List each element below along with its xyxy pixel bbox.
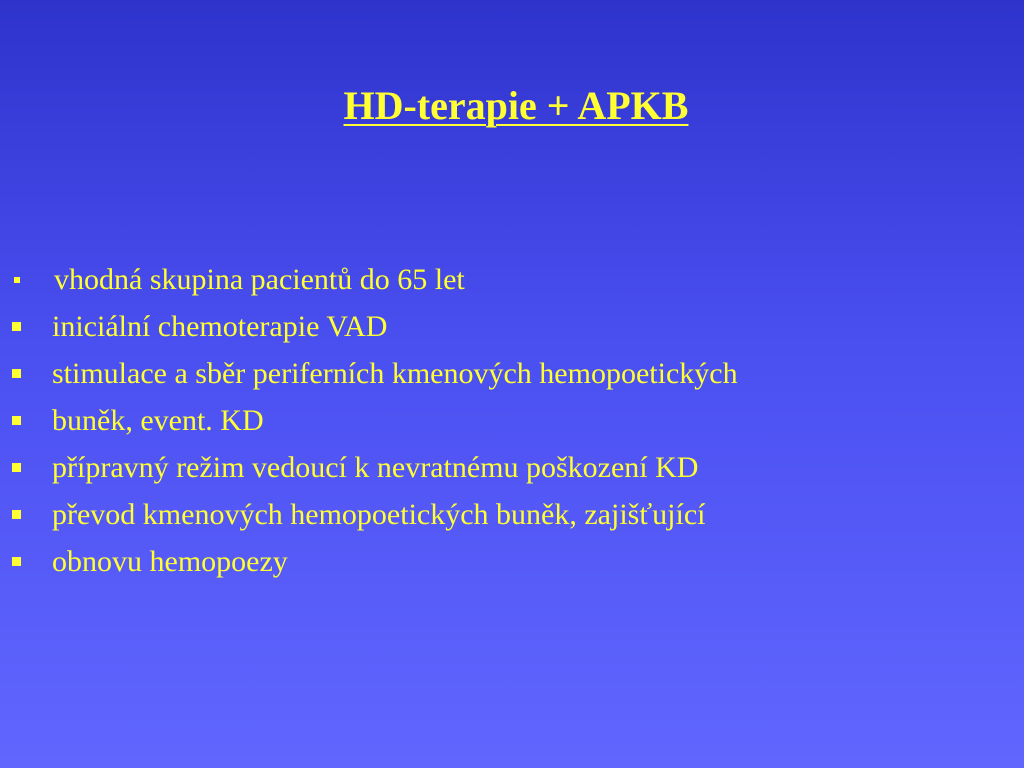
bullet-item [12, 256, 1012, 303]
square-bullet-icon [12, 416, 21, 425]
bullet-text: vhodná skupina pacientů do 65 let [54, 262, 465, 296]
square-bullet-icon [12, 369, 21, 378]
bullet-text: iniciální chemoterapie VAD [52, 309, 388, 343]
bullet-item [12, 491, 1012, 538]
bullet-list [12, 256, 1012, 585]
bullet-item [12, 303, 1012, 350]
bullet-text: obnovu hemopoezy [52, 544, 288, 578]
bullet-item [12, 397, 1012, 444]
bullet-text: přípravný režim vedoucí k nevratnému poškození KD [52, 450, 699, 484]
bullet-item [12, 350, 1012, 397]
bullet-text: převod kmenových hemopoetických buněk, zajišťující [52, 497, 706, 531]
bullet-text: buněk, event. KD [52, 403, 264, 437]
square-bullet-icon [12, 510, 21, 519]
square-bullet-icon [12, 322, 21, 331]
square-bullet-icon [14, 277, 20, 283]
square-bullet-icon [12, 463, 21, 472]
bullet-item [12, 444, 1012, 491]
bullet-item [12, 538, 1012, 585]
slide-title [0, 82, 1024, 130]
bullet-text: stimulace a sběr periferních kmenových hemopoetických [52, 356, 738, 390]
square-bullet-icon [12, 557, 21, 566]
slide-title-text: HD-terapie + APKB [343, 83, 689, 128]
